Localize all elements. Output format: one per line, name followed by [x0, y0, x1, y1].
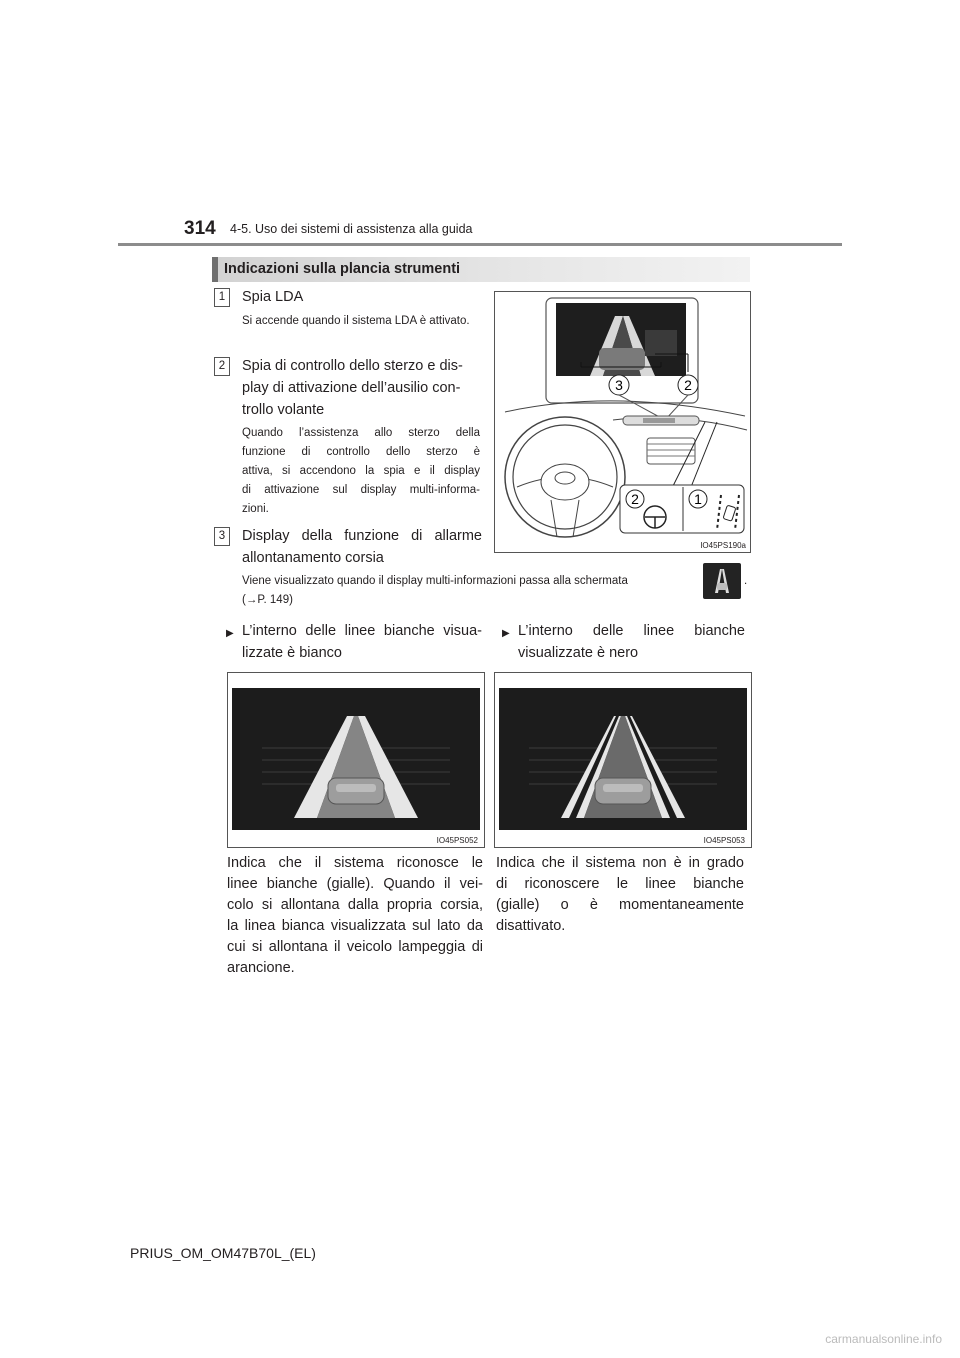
- item-title-1: Spia LDA: [242, 289, 304, 305]
- section-accent: [212, 257, 218, 282]
- column-text-right: [496, 853, 744, 937]
- item-number-3: 3: [214, 527, 230, 546]
- text-line: cui si allontana il veicolo lampeggia di: [227, 939, 483, 955]
- column-heading-left: [242, 620, 482, 664]
- figure-code-left: IO45PS052: [436, 836, 478, 845]
- display-screen-black: [499, 688, 747, 830]
- column-heading-left-line: lizzate è bianco: [242, 645, 342, 661]
- display-screen-white: [232, 688, 480, 830]
- column-text-left: [227, 853, 483, 979]
- display-figure-white: [227, 672, 485, 848]
- triangle-right-icon: ▶: [502, 628, 510, 639]
- header-rule: [118, 243, 842, 246]
- item-description-1: Si accende quando il sistema LDA è attivato.: [242, 315, 470, 327]
- item-title-2-line: trollo volante: [242, 402, 325, 418]
- chapter-title: 4-5. Uso dei sistemi di assistenza alla guida: [230, 222, 473, 236]
- text-line: Indica che il sistema non è in grado: [496, 855, 744, 871]
- item-description-2-line: di attivazione sul display multi-informa-: [242, 484, 480, 496]
- column-heading-left-line: L’interno delle linee bianche visua-: [242, 623, 482, 639]
- item-description-2-line: attiva, si accendono la spia e il display: [242, 465, 480, 477]
- text-line: di riconoscere le linee bianche: [496, 876, 744, 892]
- text-line: disattivato.: [496, 918, 566, 934]
- column-heading-right-line: visualizzate è nero: [518, 645, 639, 661]
- dashboard-illustration: [495, 292, 750, 552]
- text-line: la linea bianca visualizzata sul lato da: [227, 918, 483, 934]
- section-title: Indicazioni sulla plancia strumenti: [224, 261, 461, 277]
- text-line: colo si allontana dalla propria corsia,: [227, 897, 483, 913]
- item-description-3-suffix: .: [744, 575, 748, 587]
- callout-2: 2: [684, 377, 692, 393]
- item-description-2: [242, 424, 480, 519]
- column-heading-right: [518, 620, 745, 664]
- dashboard-figure: [494, 291, 751, 553]
- section-header: [212, 257, 750, 282]
- lane-display-icon: [703, 563, 741, 599]
- item-description-2-line: funzione di controllo dello sterzo è: [242, 446, 480, 458]
- item-title-2-line: Spia di controllo dello sterzo e dis-: [242, 358, 463, 374]
- item-number-2: 2: [214, 357, 230, 376]
- item-description-3-line1: Viene visualizzato quando il display multi-informazioni passa alla schermata: [242, 575, 628, 587]
- item-title-2: [242, 355, 482, 421]
- watermark: carmanualsonline.info: [825, 1332, 942, 1346]
- display-figure-black: [494, 672, 752, 848]
- item-description-2-line: zioni.: [242, 503, 269, 515]
- item-title-2-line: play di attivazione dell’ausilio con-: [242, 380, 461, 396]
- text-line: (gialle) o è momentaneamente: [496, 897, 744, 913]
- item-number-1: 1: [214, 288, 230, 307]
- triangle-right-icon: ▶: [226, 628, 234, 639]
- text-line: arancione.: [227, 960, 295, 976]
- footer-code: PRIUS_OM_OM47B70L_(EL): [130, 1245, 316, 1261]
- figure-code-right: IO45PS053: [703, 836, 745, 845]
- item-title-3: [242, 525, 482, 569]
- text-line: Indica che il sistema riconosce le: [227, 855, 483, 871]
- callout-2-bottom: 2: [631, 491, 639, 507]
- callout-1: 1: [694, 491, 702, 507]
- text-line: linee bianche (gialle). Quando il vei-: [227, 876, 483, 892]
- item-description-3-line2: (→P. 149): [242, 594, 293, 606]
- callout-3: 3: [615, 377, 623, 393]
- item-description-2-line: Quando l’assistenza allo sterzo della: [242, 427, 480, 439]
- column-heading-right-line: L’interno delle linee bianche: [518, 623, 745, 639]
- page-number: 314: [184, 218, 216, 239]
- item-title-3-line: allontanamento corsia: [242, 550, 384, 566]
- figure-code: IO45PS190a: [700, 541, 746, 550]
- item-title-3-line: Display della funzione di allarme: [242, 528, 482, 544]
